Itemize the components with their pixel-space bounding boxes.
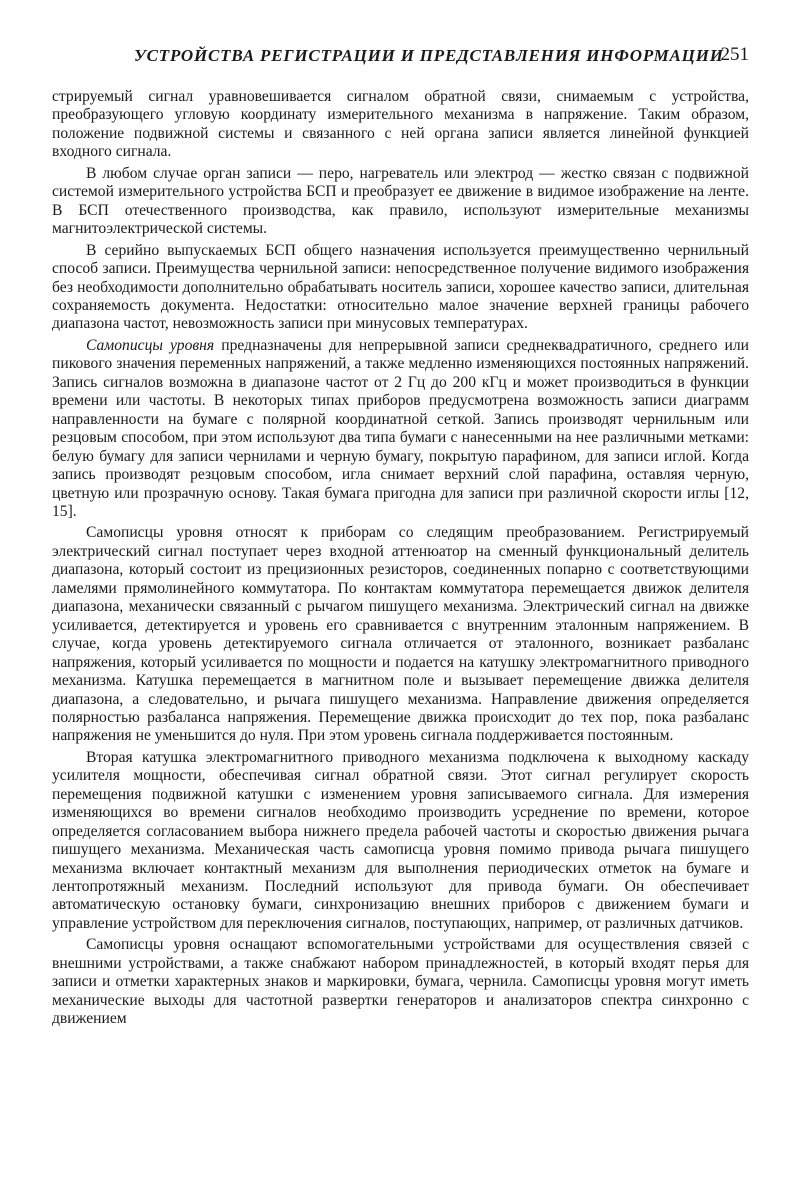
paragraph-3: В серийно выпускаемых БСП общего назначения используется преимущественно чернильный способ записи. Преимущества чернильной записи: непосредственное получение видимого изображения без необходимости дополнительно обрабатывать носитель записи, хорошее качество записи, длительная сохраняемость документа. Недостатки: относительно малое значение верхней границы рабочего диапазона частот, невозможность записи при минусовых температурах. [52, 241, 749, 333]
body-text [52, 88, 749, 1029]
paragraph-7: Самописцы уровня оснащают вспомогательными устройствами для осуществления связей с внешними устройствами, а также снабжают набором принадлежностей, в который входят перья для записи и отметки характерных знаков и маркировки, бумага, чернила. Самописцы уровня могут иметь механические выходы для частотной развертки генераторов и анализаторов спектра синхронно с движением [52, 936, 749, 1028]
paragraph-2: В любом случае орган записи — перо, нагреватель или электрод — жестко связан с подвижной системой измерительного устройства БСП и преобразует ее движение в видимое изображение на ленте. В БСП отечественного производства, как правило, используют измерительные механизмы магнитоэлектрической системы. [52, 164, 749, 238]
book-page [52, 44, 749, 1029]
paragraph-6: Вторая катушка электромагнитного приводного механизма подключена к выходному каскаду усилителя мощности, обеспечивая сигнал обратной связи. Этот сигнал регулирует скорость перемещения подвижной катушки с изменением уровня записываемого сигнала. Для измерения изменяющихся во времени сигналов необходимо производить усреднение по времени, которое определяется согласованием выбора нижнего предела рабочей частоты и скоростью движения рычага пишущего механизма. Механическая часть самописца уровня помимо привода рычага пишущего механизма включает контактный механизм для выполнения периодических отметок на бумаге и лентопротяжный механизм. Последний используют для привода бумаги. Он обеспечивает автоматическую остановку бумаги, синхронизацию внешних приборов с движением бумаги и управление устройством для переключения сигналов, поступающих, например, от различных датчиков. [52, 748, 749, 932]
page-number: 251 [720, 44, 749, 65]
paragraph-4-text: предназначены для непрерывной записи среднеквадратичного, среднего или пикового значения переменных напряжений, а также медленно изменяющихся постоянных напряжений. Запись сигналов возможна в диапазоне частот от 2 Гц до 200 кГц и может производиться в функции времени или частоты. В некоторых типах приборов предусмотрена возможность записи диаграмм направленности на бумаге с полярной координатной сеткой. Запись производят чернильным или резцовым способом, при этом используют два типа бумаги с нанесенными на нее различными метками: белую бумагу для записи чернилами и черную бумагу, покрытую парафином, для записи иглой. Когда запись производят резцовым способом, игла снимает верхний слой парафина, оставляя черную, цветную или прозрачную основу. Такая бумага пригодна для записи при различной скорости иглы [12, 15]. [52, 336, 750, 520]
running-header [52, 44, 749, 74]
header-title: УСТРОЙСТВА РЕГИСТРАЦИИ И ПРЕДСТАВЛЕНИЯ ИНФОРМАЦИИ [134, 46, 724, 65]
term-level-recorders: Самописцы уровня [86, 336, 215, 354]
paragraph-5: Самописцы уровня относят к приборам со следящим преобразованием. Регистрируемый электрический сигнал поступает через входной аттенюатор на сменный функциональный делитель диапазона, который состоит из прецизионных резисторов, соединенных попарно с соответствующими ламелями прямолинейного коммутатора. По контактам коммутатора перемещается движок делителя диапазона, механически связанный с рычагом пишущего механизма. Электрический сигнал на движке усиливается, детектируется и уровень его сравнивается с внутренним эталонным напряжением. В случае, когда уровень детектируемого сигнала отличается от эталонного, возникает разбаланс напряжения, который усиливается по мощности и подается на катушку электромагнитного приводного механизма. Катушка перемещается в магнитном поле и вызывает перемещение движка делителя диапазона, а следовательно, и рычага пишущего механизма. Направление движения определяется полярностью разбаланса напряжения. Перемещение движка происходит до тех пор, пока разбаланс напряжения не уменьшится до нуля. При этом уровень сигнала поддерживается постоянным. [52, 524, 749, 745]
paragraph-4 [52, 337, 749, 522]
paragraph-1: стрируемый сигнал уравновешивается сигналом обратной связи, снимаемым с устройства, преобразующего угловую координату измерительного механизма в напряжение. Таким образом, положение подвижной системы и связанного с ней органа записи является линейной функцией входного сигнала. [52, 88, 749, 161]
